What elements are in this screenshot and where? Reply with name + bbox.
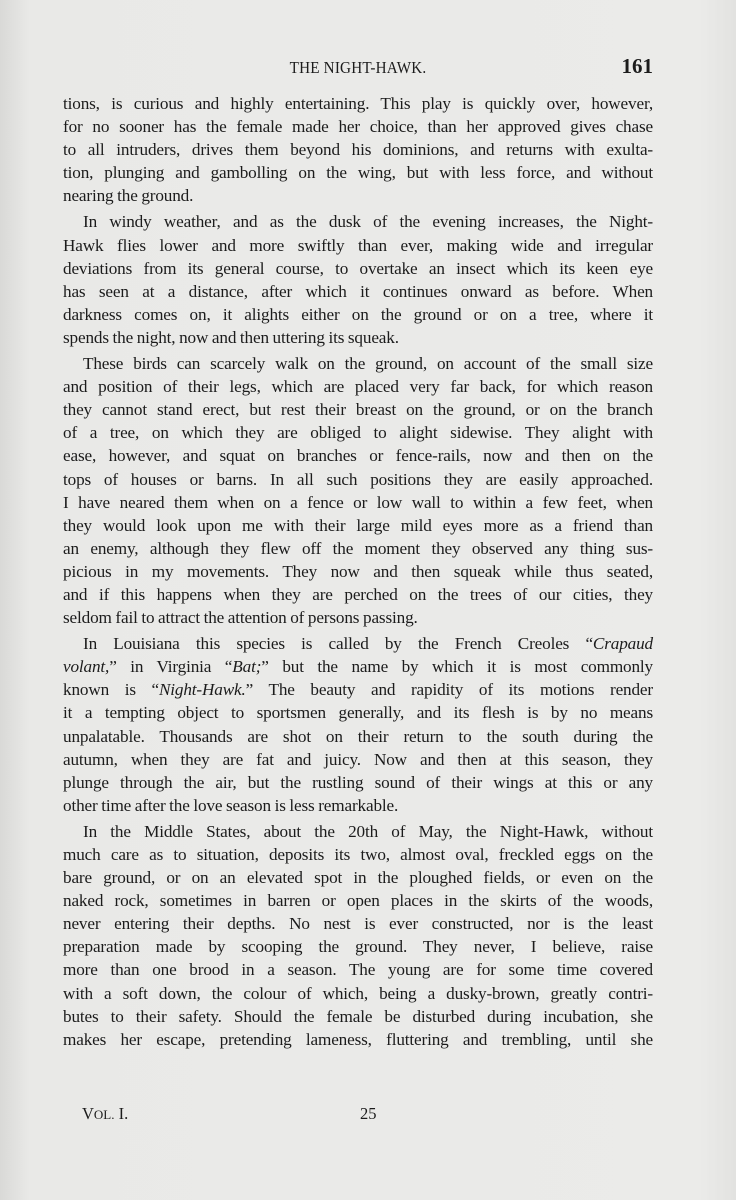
text-span: V: [82, 1104, 94, 1123]
text-line: seldom fail to attract the attention of persons passing.: [63, 608, 418, 628]
italic-term: volant,: [63, 657, 110, 677]
text-span: ” in Virginia “: [109, 657, 233, 677]
text-line: for no sooner has the female made her choice, than her approved gives chase: [63, 117, 653, 137]
text-line: plunge through the air, but the rustling sound of their wings at this or any: [63, 772, 653, 792]
text-line: of a tree, on which they are obliged to alight sidewise. They alight with: [63, 423, 653, 443]
running-title: THE NIGHT-HAWK.: [289, 58, 427, 77]
text-span: ” The beauty and rapidity of its motions render: [245, 680, 653, 700]
text-line: spends the night, now and then uttering its squeak.: [63, 327, 399, 347]
text-span: In Louisiana this species is called by the French Creoles “: [83, 634, 593, 654]
text-line: naked rock, sometimes in barren or open places in the skirts of the woods,: [63, 891, 653, 911]
text-line: it a tempting object to sportsmen generally, and its flesh is by no means: [63, 703, 653, 723]
text-line: with a soft down, the colour of which, being a dusky-brown, greatly contri-: [63, 983, 653, 1003]
text-line: ease, however, and squat on branches or fence-rails, now and then on the: [63, 446, 653, 466]
text-line: more than one brood in a season. The young are for some time covered: [63, 960, 653, 980]
body-text: [63, 92, 653, 1051]
italic-term: Night-Hawk.: [158, 680, 246, 700]
text-line: tions, is curious and highly entertaining. This play is quickly over, however,: [63, 94, 653, 113]
text-line: picious in my movements. They now and then squeak while thus seated,: [63, 561, 653, 581]
text-line: other time after the love season is less remarkable.: [63, 795, 399, 815]
text-line: I have neared them when on a fence or low wall to within a few feet, when: [63, 492, 653, 512]
text-line: much care as to situation, deposits its two, almost oval, freckled eggs on the: [63, 845, 653, 864]
text-line: deviations from its general course, to overtake an insect which its keen eye: [63, 258, 653, 278]
text-line: autumn, when they are fat and juicy. Now and then at this season, they: [63, 749, 653, 769]
text-line: tion, plunging and gambolling on the wing, but with less force, and without: [63, 163, 653, 183]
page-footer: [82, 1104, 602, 1128]
signature-volume: [82, 1104, 128, 1124]
text-line: has seen at a distance, after which it continues onward as before. When: [63, 281, 653, 301]
text-line: darkness comes on, it alights either on the ground or on a tree, where it: [63, 304, 653, 324]
text-line: [63, 655, 653, 678]
page-number: 161: [621, 54, 653, 78]
text-line: and position of their legs, which are placed very far back, for which reason: [63, 377, 653, 397]
text-line: [63, 632, 653, 655]
text-span: I.: [114, 1104, 129, 1123]
text-line: they cannot stand erect, but rest their breast on the ground, or on the branch: [63, 400, 653, 420]
signature-number: 25: [360, 1104, 377, 1123]
text-line: unpalatable. Thousands are shot on their return to the south during the: [63, 726, 653, 746]
text-line: they would look upon me with their large mild eyes more as a friend than: [63, 515, 653, 535]
text-line: butes to their safety. Should the female be disturbed during incubation, she: [63, 1006, 653, 1026]
text-line: Hawk flies lower and more swiftly than ever, making wide and irregular: [63, 235, 653, 255]
italic-term: Bat;: [232, 657, 262, 677]
text-line: and if this happens when they are perched on the trees of our cities, they: [63, 584, 653, 604]
text-line: [63, 678, 653, 701]
text-line: In the Middle States, about the 20th of May, the Night-Hawk, without: [83, 821, 653, 841]
text-line: never entering their depths. No nest is ever constructed, nor is the least: [63, 914, 653, 934]
text-line: nearing the ground.: [63, 186, 194, 206]
italic-term: Crapaud: [592, 634, 653, 654]
text-span: ” but the name by which it is most commonly: [261, 657, 654, 677]
text-line: These birds can scarcely walk on the ground, on account of the small size: [83, 354, 653, 374]
text-line: an enemy, although they flew off the moment they observed any thing sus-: [63, 538, 653, 558]
text-line: tops of houses or barns. In all such positions they are easily approached.: [63, 469, 653, 489]
text-line: makes her escape, pretending lameness, fluttering and trembling, until she: [63, 1029, 653, 1049]
text-line: to all intruders, drives them beyond his dominions, and returns with exulta-: [63, 140, 653, 160]
text-span: known is “: [63, 680, 159, 700]
page-header: [63, 56, 653, 82]
text-span: OL.: [93, 1107, 115, 1122]
text-line: In windy weather, and as the dusk of the evening increases, the Night-: [83, 212, 653, 232]
text-line: bare ground, or on an elevated spot in the ploughed fields, or even on the: [63, 868, 653, 888]
text-line: preparation made by scooping the ground. They never, I believe, raise: [63, 937, 653, 957]
